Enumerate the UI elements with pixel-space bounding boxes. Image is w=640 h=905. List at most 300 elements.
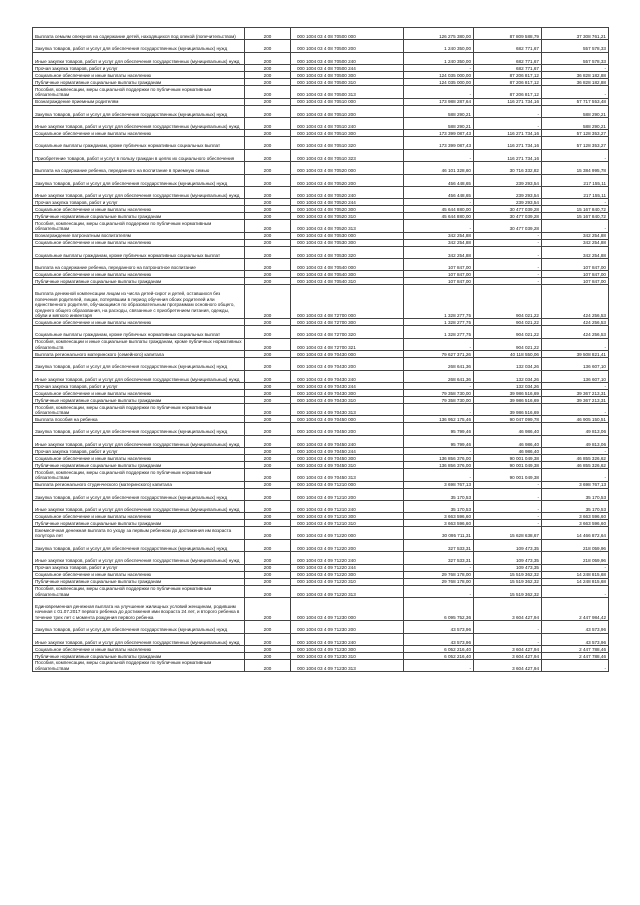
cell-budget-code: 000 1004 03 4 08 70510 300 [291,130,404,137]
cell-line-code: 200 [245,469,291,481]
cell-budget-code: 000 1004 03 4 08 70500 300 [291,72,404,79]
cell-indicator-name: Иные закупки товаров, работ и услуг для обеспечения государственных (муниципальных) нужд [33,500,245,512]
cell-budget-code: 000 1004 03 4 08 70510 200 [291,105,404,117]
cell-approved: - [404,199,474,206]
cell-indicator-name: Иные закупки товаров, работ и услуг для обеспечения государственных (муниципальных) нужд [33,52,245,64]
cell-indicator-name: Пособия, компенсации, меры социальной поддержки по публичным нормативным обязательствам [33,404,245,416]
cell-unexecuted: - [542,86,609,98]
cell-executed: - [474,246,542,258]
cell-unexecuted: 35 170,53 [542,500,609,512]
cell-unexecuted: 424 256,53 [542,319,609,326]
cell-budget-code: 000 1004 03 4 09 71220 300 [291,571,404,578]
cell-executed: 30 716 332,82 [474,162,542,174]
cell-unexecuted: 46 855 326,62 [542,455,609,462]
table-row [33,137,609,149]
cell-indicator-name: Выплата денежной компенсации лицам из числа детей-сирот и детей, оставшихся без попечения родителей, лицам, потерявшим в период обучения обоих родителей или единственного родителя, обучающимся по образовательным программам основного общего, среднего общего образования, на расходы, связанные с приобретением питания, одежды, обуви и мягкого инвентаря [33,285,245,319]
cell-indicator-name: Закупка товаров, работ и услуг для обеспечения государственных (муниципальных) нужд [33,174,245,186]
cell-executed: - [474,481,542,488]
cell-unexecuted: 43 573,96 [542,621,609,633]
cell-indicator-name: Закупка товаров, работ и услуг для обеспечения государственных (муниципальных) нужд [33,40,245,52]
cell-line-code: 200 [245,552,291,564]
cell-executed: 682 771,67 [474,65,542,72]
cell-executed: 109 473,35 [474,564,542,571]
cell-line-code: 200 [245,65,291,72]
cell-unexecuted: 15 167 840,72 [542,213,609,220]
cell-executed: - [474,232,542,239]
cell-approved: - [404,338,474,350]
table-row [33,213,609,220]
cell-executed: 39 986 516,69 [474,404,542,416]
cell-budget-code: 000 1004 03 4 09 70430 313 [291,404,404,416]
cell-budget-code: 000 1004 03 4 09 70450 000 [291,416,404,423]
cell-executed: 239 293,54 [474,199,542,206]
cell-line-code: 200 [245,462,291,469]
cell-line-code: 200 [245,98,291,105]
budget-execution-table [32,27,609,672]
cell-approved: - [404,149,474,161]
cell-unexecuted: 39 367 213,31 [542,397,609,404]
cell-budget-code: 000 1004 03 4 08 70500 313 [291,86,404,98]
cell-line-code: 200 [245,278,291,285]
cell-unexecuted: 2 447 984,42 [542,597,609,620]
table-row [33,206,609,213]
cell-budget-code: 000 1004 03 4 08 70510 240 [291,117,404,129]
cell-line-code: 200 [245,174,291,186]
cell-budget-code: 000 1004 03 4 08 70500 000 [291,28,404,40]
cell-line-code: 200 [245,645,291,652]
table-row [33,527,609,539]
cell-unexecuted: 14 248 815,68 [542,578,609,585]
cell-executed: 3 604 427,94 [474,652,542,659]
table-row [33,500,609,512]
cell-line-code: 200 [245,659,291,671]
cell-executed: 46 986,40 [474,423,542,435]
cell-executed: 30 477 039,28 [474,213,542,220]
cell-executed: 40 118 550,06 [474,351,542,358]
cell-executed: 109 473,35 [474,552,542,564]
cell-budget-code: 000 1004 03 4 09 70450 310 [291,462,404,469]
cell-approved: - [404,564,474,571]
cell-unexecuted: - [542,564,609,571]
cell-indicator-name: Социальные выплаты гражданам, кроме публичных нормативных социальных выплат [33,137,245,149]
cell-indicator-name: Публичные нормативные социальные выплаты гражданам [33,213,245,220]
cell-line-code: 200 [245,319,291,326]
cell-executed: 15 628 638,67 [474,527,542,539]
cell-unexecuted: 43 573,96 [542,633,609,645]
cell-executed: 116 271 734,16 [474,98,542,105]
cell-approved: 136 856 376,00 [404,455,474,462]
cell-budget-code: 000 1004 03 4 09 70450 244 [291,448,404,455]
cell-approved: - [404,404,474,416]
cell-approved: 79 358 730,00 [404,390,474,397]
cell-unexecuted: 39 367 213,31 [542,390,609,397]
cell-executed: 904 021,22 [474,285,542,319]
cell-budget-code: 000 1004 03 4 08 70540 310 [291,278,404,285]
cell-line-code: 200 [245,259,291,271]
cell-approved: - [404,220,474,232]
cell-unexecuted: 15 384 995,78 [542,162,609,174]
table-row [33,585,609,597]
cell-executed: - [474,105,542,117]
cell-indicator-name: Социальное обеспечение и иные выплаты населению [33,390,245,397]
cell-unexecuted: 342 254,88 [542,246,609,258]
cell-approved: - [404,383,474,390]
cell-unexecuted: 36 828 182,88 [542,79,609,86]
cell-line-code: 200 [245,571,291,578]
cell-indicator-name: Выплата пособия на ребенка [33,416,245,423]
table-row [33,423,609,435]
cell-indicator-name: Социальные выплаты гражданам, кроме публичных нормативных социальных выплат [33,326,245,338]
cell-executed: 239 293,54 [474,174,542,186]
cell-line-code: 200 [245,117,291,129]
cell-approved: 95 799,46 [404,423,474,435]
cell-unexecuted: 3 698 767,13 [542,481,609,488]
cell-line-code: 200 [245,338,291,350]
cell-line-code: 200 [245,285,291,319]
cell-approved: 342 254,88 [404,246,474,258]
cell-approved: 3 698 767,13 [404,481,474,488]
cell-approved: - [404,469,474,481]
cell-line-code: 200 [245,358,291,370]
cell-line-code: 200 [245,520,291,527]
cell-approved: 107 847,00 [404,259,474,271]
cell-unexecuted: 107 847,00 [542,271,609,278]
cell-executed: 3 604 427,94 [474,645,542,652]
cell-budget-code: 000 1004 03 4 08 72700 321 [291,338,404,350]
cell-line-code: 200 [245,500,291,512]
cell-indicator-name: Закупка товаров, работ и услуг для обеспечения государственных (муниципальных) нужд [33,539,245,551]
cell-line-code: 200 [245,137,291,149]
cell-line-code: 200 [245,633,291,645]
cell-line-code: 200 [245,199,291,206]
cell-budget-code: 000 1004 03 4 09 71220 240 [291,552,404,564]
cell-approved: - [404,65,474,72]
cell-executed: - [474,621,542,633]
cell-line-code: 200 [245,585,291,597]
cell-line-code: 200 [245,390,291,397]
cell-budget-code: 000 1004 03 4 08 70500 240 [291,52,404,64]
cell-approved: 45 644 880,00 [404,213,474,220]
table-row [33,659,609,671]
cell-budget-code: 000 1004 03 4 09 71210 200 [291,488,404,500]
cell-line-code: 200 [245,186,291,198]
table-row [33,552,609,564]
cell-unexecuted: 15 167 840,72 [542,206,609,213]
table-row [33,285,609,319]
cell-indicator-name: Иные закупки товаров, работ и услуг для обеспечения государственных (муниципальных) нужд [33,435,245,447]
cell-approved: 1 328 277,75 [404,326,474,338]
cell-indicator-name: Закупка товаров, работ и услуг для обеспечения государственных (муниципальных) нужд [33,423,245,435]
table-row [33,488,609,500]
cell-approved: 126 275 380,00 [404,28,474,40]
table-row [33,652,609,659]
cell-approved: 124 035 000,00 [404,72,474,79]
cell-line-code: 200 [245,220,291,232]
cell-approved: 43 573,96 [404,633,474,645]
cell-line-code: 200 [245,455,291,462]
cell-unexecuted: - [542,404,609,416]
cell-budget-code: 000 1004 03 4 09 71220 310 [291,578,404,585]
cell-budget-code: 000 1004 03 4 09 70430 240 [291,370,404,382]
cell-unexecuted: 218 059,96 [542,539,609,551]
table-row [33,621,609,633]
cell-executed: 87 206 817,12 [474,72,542,79]
cell-approved: 1 240 350,00 [404,52,474,64]
table-row [33,52,609,64]
cell-unexecuted: 107 847,00 [542,278,609,285]
cell-budget-code: 000 1004 03 4 09 71220 200 [291,539,404,551]
cell-line-code: 200 [245,162,291,174]
cell-line-code: 200 [245,578,291,585]
cell-executed: 87 206 817,12 [474,79,542,86]
cell-executed: 904 021,22 [474,338,542,350]
cell-line-code: 200 [245,213,291,220]
report-sheet [32,27,608,672]
cell-executed: - [474,500,542,512]
cell-executed: - [474,117,542,129]
table-row [33,645,609,652]
cell-indicator-name: Иные закупки товаров, работ и услуг для обеспечения государственных (муниципальных) нужд [33,186,245,198]
cell-unexecuted: - [542,448,609,455]
table-body [33,28,609,672]
cell-budget-code: 000 1004 03 4 08 70540 000 [291,259,404,271]
cell-approved: 107 847,00 [404,271,474,278]
table-row [33,72,609,79]
cell-budget-code: 000 1004 03 4 08 70520 244 [291,199,404,206]
cell-executed: 15 519 362,32 [474,578,542,585]
cell-unexecuted: 3 663 596,60 [542,520,609,527]
cell-executed: 682 771,67 [474,40,542,52]
cell-approved: 456 448,65 [404,174,474,186]
cell-approved: 6 095 752,36 [404,597,474,620]
cell-indicator-name: Публичные нормативные социальные выплаты гражданам [33,578,245,585]
cell-budget-code: 000 1004 03 4 08 70500 200 [291,40,404,52]
cell-unexecuted: - [542,659,609,671]
cell-unexecuted: 36 828 182,88 [542,72,609,79]
cell-approved: 327 533,31 [404,539,474,551]
table-row [33,259,609,271]
cell-unexecuted: - [542,65,609,72]
cell-executed: 116 271 734,16 [474,137,542,149]
cell-line-code: 200 [245,383,291,390]
table-row [33,571,609,578]
cell-indicator-name: Прочая закупка товаров, работ и услуг [33,564,245,571]
cell-budget-code: 000 1004 03 4 09 70450 313 [291,469,404,481]
cell-unexecuted: 14 466 872,64 [542,527,609,539]
cell-approved: 136 952 175,46 [404,416,474,423]
cell-indicator-name: Социальное обеспечение и иные выплаты населению [33,319,245,326]
cell-budget-code: 000 1004 03 4 09 70450 200 [291,423,404,435]
cell-line-code: 200 [245,539,291,551]
cell-line-code: 200 [245,597,291,620]
cell-approved: 3 663 596,60 [404,520,474,527]
cell-executed: - [474,520,542,527]
table-row [33,338,609,350]
cell-unexecuted: 3 663 596,60 [542,513,609,520]
cell-unexecuted: 35 170,53 [542,488,609,500]
cell-approved: 342 254,88 [404,239,474,246]
cell-indicator-name: Вознаграждение приемным родителям [33,98,245,105]
cell-executed: 90 047 099,78 [474,416,542,423]
cell-executed: 116 271 734,16 [474,149,542,161]
cell-indicator-name: Пособия, компенсации, меры социальной поддержки по публичным нормативным обязательствам [33,220,245,232]
cell-indicator-name: Выплата регионального студенческого (материнского) капитала [33,481,245,488]
cell-executed: - [474,259,542,271]
cell-approved: 136 856 376,00 [404,462,474,469]
table-row [33,513,609,520]
cell-budget-code: 000 1004 03 4 08 72700 300 [291,319,404,326]
cell-line-code: 200 [245,149,291,161]
cell-executed: - [474,633,542,645]
table-row [33,520,609,527]
cell-line-code: 200 [245,370,291,382]
cell-indicator-name: Выплата на содержание ребенка, переданного на патронатное воспитание [33,259,245,271]
cell-indicator-name: Вознаграждение патронатным воспитателям [33,232,245,239]
cell-approved: 173 399 087,43 [404,137,474,149]
cell-unexecuted: - [542,383,609,390]
cell-indicator-name: Социальное обеспечение и иные выплаты населению [33,271,245,278]
table-row [33,633,609,645]
cell-indicator-name: Пособия, компенсации, меры социальной поддержки по публичным нормативным обязательствам [33,86,245,98]
cell-unexecuted: 424 256,53 [542,285,609,319]
cell-line-code: 200 [245,28,291,40]
cell-executed: - [474,278,542,285]
cell-line-code: 200 [245,448,291,455]
cell-line-code: 200 [245,72,291,79]
cell-approved: 6 052 216,40 [404,652,474,659]
cell-budget-code: 000 1004 03 4 09 71220 244 [291,564,404,571]
table-row [33,130,609,137]
table-row [33,326,609,338]
cell-executed: 90 001 049,38 [474,462,542,469]
cell-unexecuted: 218 059,96 [542,552,609,564]
cell-unexecuted: 2 447 788,46 [542,645,609,652]
table-row [33,40,609,52]
cell-budget-code: 000 1004 03 4 09 71230 300 [291,645,404,652]
cell-budget-code: 000 1004 03 4 08 70510 000 [291,98,404,105]
cell-approved: 95 799,46 [404,435,474,447]
cell-line-code: 200 [245,86,291,98]
cell-unexecuted: 57 717 553,48 [542,98,609,105]
cell-indicator-name: Социальное обеспечение и иные выплаты населению [33,206,245,213]
cell-unexecuted: 588 290,21 [542,117,609,129]
cell-unexecuted: - [542,585,609,597]
cell-budget-code: 000 1004 03 4 08 70500 310 [291,79,404,86]
cell-budget-code: 000 1004 03 4 09 71210 310 [291,520,404,527]
cell-executed: 109 473,35 [474,539,542,551]
table-row [33,220,609,232]
cell-unexecuted: 39 508 821,41 [542,351,609,358]
cell-approved: 173 988 287,64 [404,98,474,105]
cell-approved: - [404,659,474,671]
cell-budget-code: 000 1004 03 4 08 70510 320 [291,137,404,149]
cell-indicator-name: Социальное обеспечение и иные выплаты населению [33,645,245,652]
cell-line-code: 200 [245,351,291,358]
cell-unexecuted: 424 256,53 [542,326,609,338]
cell-line-code: 200 [245,513,291,520]
cell-unexecuted: 57 128 353,27 [542,130,609,137]
cell-indicator-name: Социальное обеспечение и иные выплаты населению [33,239,245,246]
cell-unexecuted: - [542,338,609,350]
cell-unexecuted: 14 248 815,68 [542,571,609,578]
cell-executed: - [474,271,542,278]
cell-budget-code: 000 1004 03 4 09 71230 240 [291,633,404,645]
cell-indicator-name: Публичные нормативные социальные выплаты гражданам [33,397,245,404]
cell-unexecuted: 107 847,00 [542,259,609,271]
table-row [33,65,609,72]
cell-executed: - [474,488,542,500]
table-row [33,246,609,258]
cell-budget-code: 000 1004 03 4 09 71230 310 [291,652,404,659]
table-row [33,462,609,469]
cell-budget-code: 000 1004 03 4 09 70450 240 [291,435,404,447]
cell-budget-code: 000 1004 03 4 09 71230 000 [291,597,404,620]
cell-budget-code: 000 1004 03 4 09 70430 200 [291,358,404,370]
cell-approved: 327 533,31 [404,552,474,564]
cell-line-code: 200 [245,652,291,659]
cell-indicator-name: Прочая закупка товаров, работ и услуг [33,65,245,72]
table-row [33,149,609,161]
cell-unexecuted: 342 254,88 [542,239,609,246]
cell-unexecuted: 557 578,33 [542,40,609,52]
cell-executed: 3 604 427,94 [474,597,542,620]
table-row [33,370,609,382]
cell-line-code: 200 [245,271,291,278]
cell-line-code: 200 [245,105,291,117]
cell-approved: 6 052 216,40 [404,645,474,652]
cell-line-code: 200 [245,326,291,338]
cell-indicator-name: Иные закупки товаров, работ и услуг для обеспечения государственных (муниципальных) нужд [33,370,245,382]
cell-indicator-name: Закупка товаров, работ и услуг для обеспечения государственных (муниципальных) нужд [33,105,245,117]
table-row [33,79,609,86]
cell-budget-code: 000 1004 03 4 08 70530 300 [291,239,404,246]
cell-unexecuted: 557 578,33 [542,52,609,64]
cell-indicator-name: Публичные нормативные социальные выплаты гражданам [33,462,245,469]
cell-line-code: 200 [245,564,291,571]
cell-executed: - [474,513,542,520]
cell-approved: - [404,448,474,455]
cell-indicator-name: Публичные нормативные социальные выплаты гражданам [33,278,245,285]
cell-budget-code: 000 1004 03 4 08 70530 000 [291,232,404,239]
table-row [33,86,609,98]
table-row [33,435,609,447]
cell-line-code: 200 [245,40,291,52]
cell-executed: 904 021,22 [474,326,542,338]
cell-approved: 29 768 178,00 [404,571,474,578]
cell-indicator-name: Выплата семьям опекунов на содержание детей, находящихся под опекой (попечительством) [33,28,245,40]
table-row [33,28,609,40]
cell-executed: 39 986 516,69 [474,390,542,397]
cell-line-code: 200 [245,79,291,86]
cell-indicator-name: Социальное обеспечение и иные выплаты населению [33,513,245,520]
cell-unexecuted: 136 607,10 [542,370,609,382]
cell-approved: - [404,86,474,98]
table-row [33,239,609,246]
cell-executed: 116 271 734,16 [474,130,542,137]
cell-indicator-name: Пособия, компенсации, меры социальной поддержки по публичным нормативным обязательствам [33,659,245,671]
cell-approved: 46 101 328,60 [404,162,474,174]
cell-indicator-name: Публичные нормативные социальные выплаты гражданам [33,79,245,86]
cell-budget-code: 000 1004 03 4 09 71230 313 [291,659,404,671]
table-row [33,455,609,462]
table-row [33,162,609,174]
table-row [33,351,609,358]
cell-executed: 46 986,40 [474,448,542,455]
cell-executed: - [474,239,542,246]
cell-indicator-name: Закупка товаров, работ и услуг для обеспечения государственных (муниципальных) нужд [33,621,245,633]
table-row [33,397,609,404]
cell-approved: 456 448,65 [404,186,474,198]
